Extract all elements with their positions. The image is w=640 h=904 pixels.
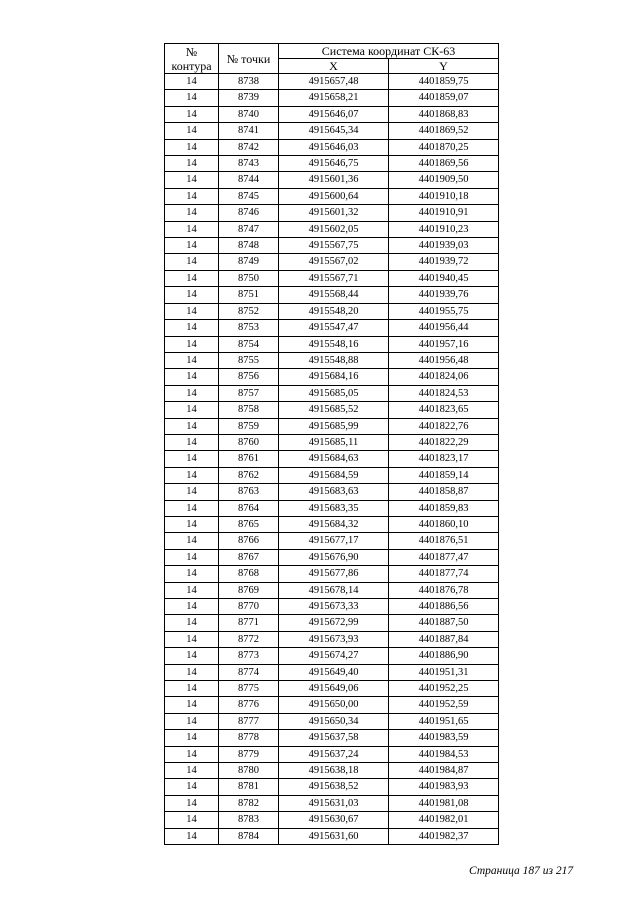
cell-point: 8751 — [219, 287, 279, 303]
cell-y: 4401955,75 — [389, 303, 499, 319]
cell-x: 4915600,64 — [279, 188, 389, 204]
cell-x: 4915601,36 — [279, 172, 389, 188]
cell-y: 4401823,65 — [389, 402, 499, 418]
cell-point: 8761 — [219, 451, 279, 467]
table-row — [165, 123, 499, 139]
cell-y: 4401886,56 — [389, 599, 499, 615]
table-row — [165, 812, 499, 828]
cell-x: 4915548,16 — [279, 336, 389, 352]
cell-point: 8780 — [219, 763, 279, 779]
table-row — [165, 681, 499, 697]
cell-point: 8755 — [219, 352, 279, 368]
cell-contour: 14 — [165, 795, 219, 811]
cell-y: 4401984,53 — [389, 746, 499, 762]
cell-contour: 14 — [165, 467, 219, 483]
cell-y: 4401983,59 — [389, 730, 499, 746]
cell-x: 4915685,11 — [279, 434, 389, 450]
cell-point: 8746 — [219, 205, 279, 221]
cell-y: 4401859,83 — [389, 500, 499, 516]
cell-x: 4915649,40 — [279, 664, 389, 680]
cell-x: 4915638,18 — [279, 763, 389, 779]
cell-contour: 14 — [165, 287, 219, 303]
cell-y: 4401939,03 — [389, 238, 499, 254]
table-row — [165, 352, 499, 368]
cell-contour: 14 — [165, 713, 219, 729]
table-row — [165, 434, 499, 450]
cell-contour: 14 — [165, 270, 219, 286]
cell-contour: 14 — [165, 746, 219, 762]
cell-point: 8744 — [219, 172, 279, 188]
cell-y: 4401909,50 — [389, 172, 499, 188]
table-row — [165, 451, 499, 467]
cell-y: 4401957,16 — [389, 336, 499, 352]
cell-y: 4401868,83 — [389, 106, 499, 122]
cell-point: 8760 — [219, 434, 279, 450]
cell-x: 4915646,03 — [279, 139, 389, 155]
cell-contour: 14 — [165, 451, 219, 467]
cell-x: 4915673,33 — [279, 599, 389, 615]
table-row — [165, 418, 499, 434]
cell-x: 4915645,34 — [279, 123, 389, 139]
cell-x: 4915567,02 — [279, 254, 389, 270]
table-row — [165, 106, 499, 122]
cell-contour: 14 — [165, 106, 219, 122]
cell-y: 4401983,93 — [389, 779, 499, 795]
table-row — [165, 615, 499, 631]
table-row — [165, 385, 499, 401]
cell-contour: 14 — [165, 90, 219, 106]
cell-contour: 14 — [165, 385, 219, 401]
cell-point: 8743 — [219, 156, 279, 172]
cell-y: 4401886,90 — [389, 648, 499, 664]
cell-point: 8774 — [219, 664, 279, 680]
cell-x: 4915601,32 — [279, 205, 389, 221]
cell-y: 4401859,75 — [389, 74, 499, 90]
cell-y: 4401951,31 — [389, 664, 499, 680]
cell-y: 4401951,65 — [389, 713, 499, 729]
cell-x: 4915683,63 — [279, 484, 389, 500]
cell-point: 8769 — [219, 582, 279, 598]
table-row — [165, 254, 499, 270]
cell-x: 4915631,60 — [279, 828, 389, 844]
cell-point: 8778 — [219, 730, 279, 746]
cell-contour: 14 — [165, 418, 219, 434]
cell-contour: 14 — [165, 320, 219, 336]
cell-contour: 14 — [165, 336, 219, 352]
cell-y: 4401939,72 — [389, 254, 499, 270]
cell-contour: 14 — [165, 599, 219, 615]
header-contour-line1: № — [185, 44, 198, 59]
cell-y: 4401910,91 — [389, 205, 499, 221]
cell-point: 8741 — [219, 123, 279, 139]
cell-point: 8772 — [219, 631, 279, 647]
cell-point: 8766 — [219, 533, 279, 549]
cell-x: 4915547,47 — [279, 320, 389, 336]
cell-point: 8739 — [219, 90, 279, 106]
cell-contour: 14 — [165, 533, 219, 549]
cell-x: 4915684,32 — [279, 516, 389, 532]
table-body — [165, 74, 499, 845]
cell-x: 4915674,27 — [279, 648, 389, 664]
header-contour-number — [165, 44, 219, 74]
table-row — [165, 566, 499, 582]
cell-x: 4915685,05 — [279, 385, 389, 401]
cell-contour: 14 — [165, 582, 219, 598]
cell-contour: 14 — [165, 500, 219, 516]
header-y: Y — [389, 59, 499, 74]
cell-contour: 14 — [165, 188, 219, 204]
cell-point: 8756 — [219, 369, 279, 385]
cell-x: 4915684,59 — [279, 467, 389, 483]
table-row — [165, 188, 499, 204]
cell-x: 4915685,52 — [279, 402, 389, 418]
cell-y: 4401952,25 — [389, 681, 499, 697]
cell-contour: 14 — [165, 254, 219, 270]
table-row — [165, 795, 499, 811]
cell-contour: 14 — [165, 156, 219, 172]
cell-contour: 14 — [165, 352, 219, 368]
table-row — [165, 467, 499, 483]
table-row — [165, 828, 499, 844]
cell-x: 4915677,86 — [279, 566, 389, 582]
cell-contour: 14 — [165, 205, 219, 221]
table-row — [165, 402, 499, 418]
table-row — [165, 599, 499, 615]
cell-contour: 14 — [165, 238, 219, 254]
cell-y: 4401860,10 — [389, 516, 499, 532]
header-point-number: № точки — [219, 44, 279, 74]
cell-point: 8750 — [219, 270, 279, 286]
cell-contour: 14 — [165, 615, 219, 631]
cell-point: 8752 — [219, 303, 279, 319]
cell-point: 8757 — [219, 385, 279, 401]
table-header — [165, 44, 499, 74]
cell-y: 4401952,59 — [389, 697, 499, 713]
cell-y: 4401939,76 — [389, 287, 499, 303]
cell-y: 4401859,07 — [389, 90, 499, 106]
cell-y: 4401956,48 — [389, 352, 499, 368]
cell-x: 4915684,63 — [279, 451, 389, 467]
cell-y: 4401877,47 — [389, 549, 499, 565]
cell-y: 4401982,37 — [389, 828, 499, 844]
cell-contour: 14 — [165, 697, 219, 713]
table-row — [165, 500, 499, 516]
table-row — [165, 74, 499, 90]
cell-y: 4401910,23 — [389, 221, 499, 237]
cell-point: 8765 — [219, 516, 279, 532]
cell-contour: 14 — [165, 566, 219, 582]
table-row — [165, 648, 499, 664]
table-row — [165, 664, 499, 680]
cell-x: 4915637,58 — [279, 730, 389, 746]
table-row — [165, 156, 499, 172]
cell-y: 4401822,29 — [389, 434, 499, 450]
cell-y: 4401869,56 — [389, 156, 499, 172]
cell-x: 4915567,75 — [279, 238, 389, 254]
table-row — [165, 221, 499, 237]
cell-y: 4401822,76 — [389, 418, 499, 434]
cell-point: 8782 — [219, 795, 279, 811]
cell-contour: 14 — [165, 516, 219, 532]
table-row — [165, 763, 499, 779]
cell-point: 8745 — [219, 188, 279, 204]
cell-contour: 14 — [165, 812, 219, 828]
cell-x: 4915649,06 — [279, 681, 389, 697]
cell-x: 4915602,05 — [279, 221, 389, 237]
table-row — [165, 713, 499, 729]
cell-contour: 14 — [165, 221, 219, 237]
cell-point: 8777 — [219, 713, 279, 729]
cell-point: 8775 — [219, 681, 279, 697]
cell-y: 4401823,17 — [389, 451, 499, 467]
table-row — [165, 533, 499, 549]
cell-point: 8773 — [219, 648, 279, 664]
cell-x: 4915646,75 — [279, 156, 389, 172]
cell-x: 4915683,35 — [279, 500, 389, 516]
cell-contour: 14 — [165, 631, 219, 647]
cell-contour: 14 — [165, 648, 219, 664]
cell-y: 4401824,53 — [389, 385, 499, 401]
cell-x: 4915650,00 — [279, 697, 389, 713]
cell-point: 8770 — [219, 599, 279, 615]
cell-point: 8781 — [219, 779, 279, 795]
cell-y: 4401876,78 — [389, 582, 499, 598]
cell-y: 4401956,44 — [389, 320, 499, 336]
cell-x: 4915637,24 — [279, 746, 389, 762]
cell-contour: 14 — [165, 139, 219, 155]
table-row — [165, 270, 499, 286]
cell-point: 8783 — [219, 812, 279, 828]
cell-y: 4401859,14 — [389, 467, 499, 483]
cell-x: 4915657,48 — [279, 74, 389, 90]
table-row — [165, 582, 499, 598]
coordinates-table — [164, 43, 499, 845]
cell-x: 4915650,34 — [279, 713, 389, 729]
cell-x: 4915685,99 — [279, 418, 389, 434]
table-row — [165, 746, 499, 762]
cell-y: 4401824,06 — [389, 369, 499, 385]
cell-point: 8742 — [219, 139, 279, 155]
cell-y: 4401887,50 — [389, 615, 499, 631]
header-coordinate-system: Система координат СК-63 — [279, 44, 499, 59]
cell-point: 8784 — [219, 828, 279, 844]
cell-x: 4915678,14 — [279, 582, 389, 598]
cell-x: 4915567,71 — [279, 270, 389, 286]
cell-x: 4915658,21 — [279, 90, 389, 106]
cell-contour: 14 — [165, 549, 219, 565]
cell-point: 8758 — [219, 402, 279, 418]
cell-contour: 14 — [165, 123, 219, 139]
cell-point: 8749 — [219, 254, 279, 270]
page-number-footer: Страница 187 из 217 — [469, 865, 574, 877]
table-row — [165, 139, 499, 155]
table-row — [165, 369, 499, 385]
table-row — [165, 303, 499, 319]
cell-contour: 14 — [165, 369, 219, 385]
cell-point: 8768 — [219, 566, 279, 582]
cell-point: 8759 — [219, 418, 279, 434]
cell-x: 4915548,88 — [279, 352, 389, 368]
cell-x: 4915646,07 — [279, 106, 389, 122]
cell-contour: 14 — [165, 763, 219, 779]
cell-point: 8748 — [219, 238, 279, 254]
table-row — [165, 730, 499, 746]
cell-contour: 14 — [165, 664, 219, 680]
cell-x: 4915638,52 — [279, 779, 389, 795]
table-row — [165, 779, 499, 795]
cell-x: 4915630,67 — [279, 812, 389, 828]
cell-y: 4401858,87 — [389, 484, 499, 500]
cell-point: 8767 — [219, 549, 279, 565]
cell-y: 4401940,45 — [389, 270, 499, 286]
cell-y: 4401870,25 — [389, 139, 499, 155]
cell-point: 8771 — [219, 615, 279, 631]
cell-x: 4915676,90 — [279, 549, 389, 565]
cell-x: 4915631,03 — [279, 795, 389, 811]
table-row — [165, 549, 499, 565]
cell-point: 8740 — [219, 106, 279, 122]
cell-contour: 14 — [165, 402, 219, 418]
header-x: X — [279, 59, 389, 74]
table-row — [165, 631, 499, 647]
cell-x: 4915672,99 — [279, 615, 389, 631]
cell-contour: 14 — [165, 828, 219, 844]
cell-y: 4401887,84 — [389, 631, 499, 647]
cell-point: 8747 — [219, 221, 279, 237]
cell-point: 8762 — [219, 467, 279, 483]
table-row — [165, 697, 499, 713]
cell-point: 8753 — [219, 320, 279, 336]
table-row — [165, 516, 499, 532]
cell-contour: 14 — [165, 74, 219, 90]
cell-x: 4915548,20 — [279, 303, 389, 319]
cell-point: 8754 — [219, 336, 279, 352]
cell-x: 4915684,16 — [279, 369, 389, 385]
cell-point: 8763 — [219, 484, 279, 500]
table-row — [165, 336, 499, 352]
cell-y: 4401876,51 — [389, 533, 499, 549]
cell-contour: 14 — [165, 172, 219, 188]
cell-y: 4401869,52 — [389, 123, 499, 139]
cell-y: 4401910,18 — [389, 188, 499, 204]
cell-y: 4401981,08 — [389, 795, 499, 811]
table-row — [165, 205, 499, 221]
cell-contour: 14 — [165, 779, 219, 795]
table-row — [165, 484, 499, 500]
table-row — [165, 238, 499, 254]
cell-y: 4401984,87 — [389, 763, 499, 779]
cell-x: 4915568,44 — [279, 287, 389, 303]
cell-x: 4915673,93 — [279, 631, 389, 647]
cell-x: 4915677,17 — [279, 533, 389, 549]
table-row — [165, 90, 499, 106]
cell-contour: 14 — [165, 434, 219, 450]
cell-point: 8764 — [219, 500, 279, 516]
cell-contour: 14 — [165, 681, 219, 697]
table-row — [165, 172, 499, 188]
cell-point: 8738 — [219, 74, 279, 90]
table-row — [165, 320, 499, 336]
cell-contour: 14 — [165, 303, 219, 319]
cell-point: 8779 — [219, 746, 279, 762]
cell-contour: 14 — [165, 484, 219, 500]
cell-point: 8776 — [219, 697, 279, 713]
cell-y: 4401982,01 — [389, 812, 499, 828]
table-row — [165, 287, 499, 303]
header-contour-line2: контура — [171, 58, 212, 73]
cell-y: 4401877,74 — [389, 566, 499, 582]
cell-contour: 14 — [165, 730, 219, 746]
